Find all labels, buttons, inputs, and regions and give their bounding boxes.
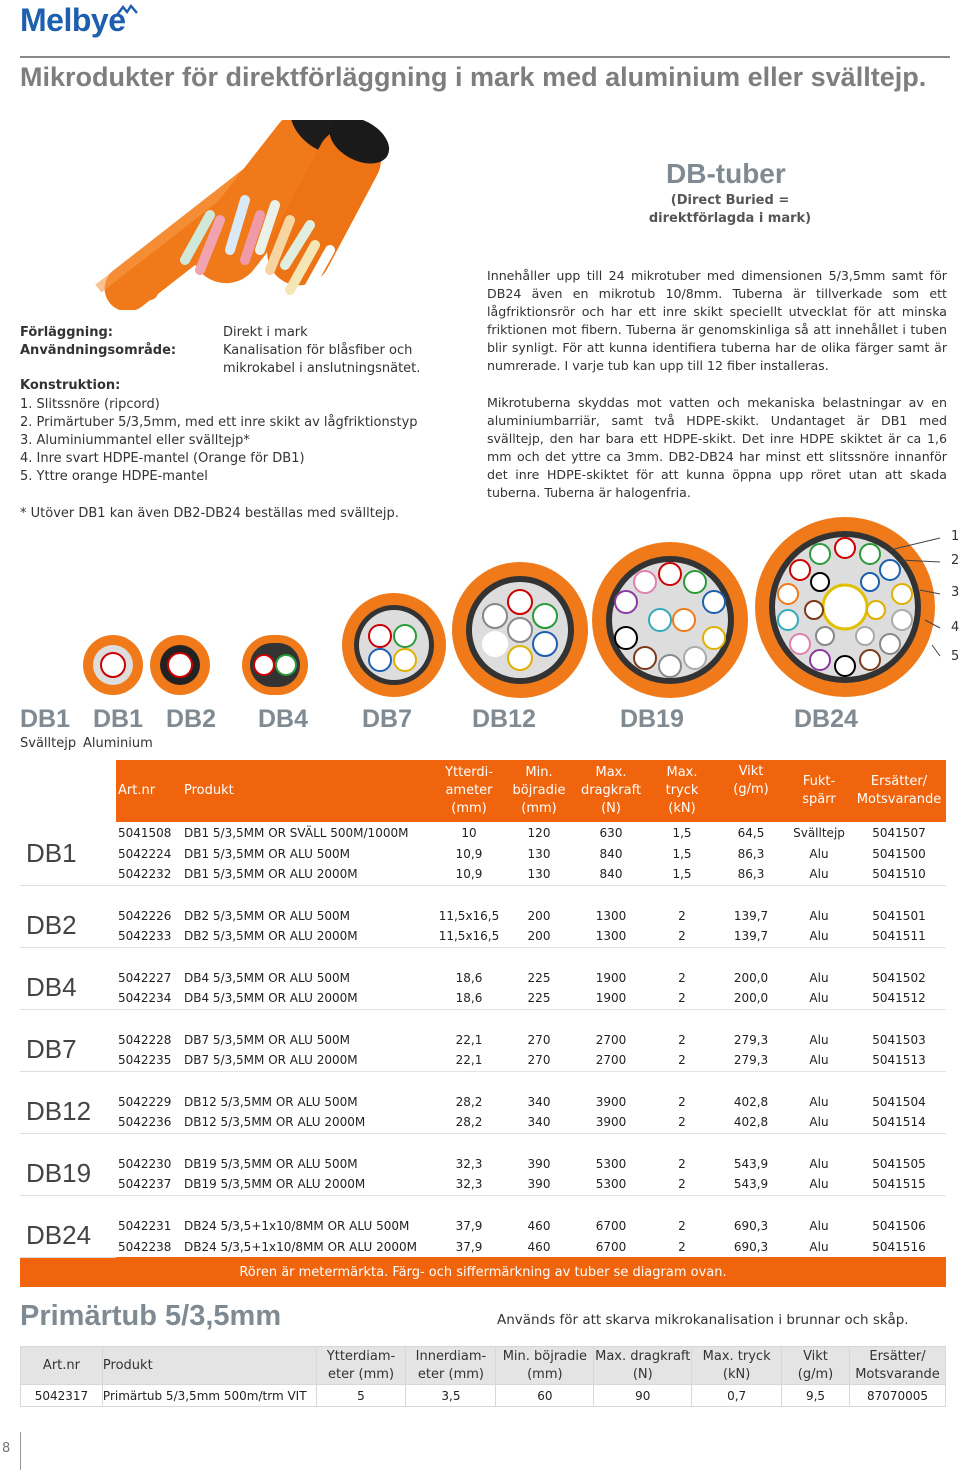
group-spacer-cell <box>20 1133 946 1153</box>
cell-min-bojradie: 200 <box>527 908 551 923</box>
table-row <box>20 967 946 988</box>
cell-max-dragkraft: 6700 <box>595 1239 627 1254</box>
db-sub-label: Svälltejp <box>20 736 77 751</box>
db-type-label: DB12 <box>472 705 536 733</box>
header-max-tryck: Max. <box>666 765 698 780</box>
header-ytterdiameter: ameter <box>445 783 493 798</box>
cell-fuktsparr: Svälltejp <box>793 825 845 840</box>
header-vikt: (g/m) <box>733 782 769 797</box>
cell-max-tryck: 2 <box>678 1032 686 1047</box>
group-label: DB12 <box>20 1091 116 1133</box>
cell-ytterdiameter: 5 <box>316 1385 406 1407</box>
cell-ersatter: 5041516 <box>872 1239 926 1254</box>
primartub-note: Används för att skarva mikrokanalisation i brunnar och skåp. <box>497 1312 909 1328</box>
cell-artnr: 5042237 <box>118 1177 172 1192</box>
header-ersatter: Ersätter/ <box>870 774 928 789</box>
cell-artnr: 5042226 <box>118 908 172 923</box>
header-max-dragkraft: dragkraft <box>580 783 642 798</box>
cell-min-bojradie: 390 <box>527 1156 551 1171</box>
table-row <box>20 1112 946 1133</box>
header-divider <box>20 56 950 58</box>
cell-max-tryck: 2 <box>678 970 686 985</box>
cell-min-bojradie: 460 <box>527 1239 551 1254</box>
cell-min-bojradie: 270 <box>527 1053 551 1068</box>
cell-ersatter: 5041500 <box>872 846 926 861</box>
header-fuktsparr: spärr <box>802 792 836 807</box>
cell-vikt: 139,7 <box>733 929 769 944</box>
cell-artnr: 5042317 <box>21 1385 103 1407</box>
cell-max-tryck: 2 <box>678 1239 686 1254</box>
cell-ersatter: 5041510 <box>872 867 926 882</box>
cell-min-bojradie: 130 <box>527 846 551 861</box>
cell-ersatter: 5041505 <box>872 1156 926 1171</box>
layer-number: 2 <box>951 553 960 568</box>
cell-max-tryck: 2 <box>678 991 686 1006</box>
cell-min-bojradie: 390 <box>527 1177 551 1192</box>
cell-ytterdiameter: 10,9 <box>455 846 483 861</box>
header-min-bojradie: (mm) <box>521 801 557 816</box>
cell-vikt: 9,5 <box>782 1385 850 1407</box>
cell-max-tryck: 0,7 <box>692 1385 782 1407</box>
cell-vikt: 86,3 <box>737 846 765 861</box>
layer-number: 4 <box>951 620 960 635</box>
cell-ytterdiameter: 11,5x16,5 <box>438 929 500 944</box>
header-max-dragkraft: Max. <box>595 765 627 780</box>
table-row <box>20 988 946 1009</box>
table-row <box>21 1385 946 1407</box>
header-max-tryck: (kN) <box>722 1366 751 1382</box>
anvandning-value: mikrokabel i anslutningsnätet. <box>223 361 421 376</box>
cell-vikt: 402,8 <box>733 1094 769 1109</box>
table-footer: Rören är metermärkta. Färg- och siffermärkning av tuber se diagram ovan. <box>20 1257 946 1287</box>
cell-vikt: 86,3 <box>737 867 765 882</box>
product-photo <box>60 120 390 310</box>
cell-max-tryck: 2 <box>678 1094 686 1109</box>
table-row <box>20 1029 946 1050</box>
cell-artnr: 5042224 <box>118 846 172 861</box>
cell-min-bojradie: 200 <box>527 929 551 944</box>
header-produkt: Produkt <box>102 1357 153 1373</box>
konstruktion-label: Konstruktion: <box>20 378 121 393</box>
cell-max-tryck: 2 <box>678 1218 686 1233</box>
db-section-title: DB-tuber <box>666 158 786 189</box>
cell-min-bojradie: 130 <box>527 867 551 882</box>
group-spacer <box>20 947 946 967</box>
forlaggning-label: Förläggning: <box>20 325 114 340</box>
cell-ersatter: 5041503 <box>872 1032 926 1047</box>
cell-vikt: 139,7 <box>733 908 769 923</box>
group-label: DB1 <box>20 822 116 885</box>
cell-ersatter: 5041506 <box>872 1218 926 1233</box>
konstruktion-item: 1. Slitssnöre (ripcord) <box>20 397 160 412</box>
db-type-label: DB1 <box>93 705 144 733</box>
header-vikt: (g/m) <box>797 1366 834 1382</box>
primartub-table <box>20 1346 946 1407</box>
cell-fuktsparr: Alu <box>809 929 829 944</box>
page-number: 8 <box>2 1441 11 1456</box>
table-row <box>20 1091 946 1112</box>
cell-min-bojradie: 340 <box>527 1094 551 1109</box>
cell-produkt: DB1 5/3,5MM OR SVÄLL 500M/1000M <box>184 825 409 840</box>
cell-artnr: 5042229 <box>118 1094 172 1109</box>
cell-max-dragkraft: 630 <box>599 825 623 840</box>
group-spacer <box>20 1133 946 1153</box>
cell-ersatter: 5041512 <box>872 991 926 1006</box>
cell-produkt: DB4 5/3,5MM OR ALU 2000M <box>184 991 358 1006</box>
page-headline: Mikrodukter för direktförläggning i mark med aluminium eller svälltejp. <box>20 62 927 92</box>
cell-ersatter: 5041504 <box>872 1094 926 1109</box>
cell-innerdiameter: 3,5 <box>406 1385 496 1407</box>
cell-artnr: 5042234 <box>118 991 172 1006</box>
db-section-subtitle: (Direct Buried = <box>670 193 790 208</box>
cell-fuktsparr: Alu <box>809 1053 829 1068</box>
cell-max-dragkraft: 840 <box>599 846 623 861</box>
cell-produkt: DB1 5/3,5MM OR ALU 2000M <box>184 867 358 882</box>
logo-wave-icon <box>116 4 138 16</box>
cell-vikt: 543,9 <box>733 1156 769 1171</box>
header-ytterdiameter: (mm) <box>451 801 487 816</box>
group-label: DB19 <box>20 1153 116 1195</box>
cell-ersatter: 5041513 <box>872 1053 926 1068</box>
cell-fuktsparr: Alu <box>809 1177 829 1192</box>
brand-logo: Melbye <box>20 2 126 38</box>
cell-ersatter: 5041514 <box>872 1115 926 1130</box>
cell-fuktsparr: Alu <box>809 908 829 923</box>
cell-ytterdiameter: 10 <box>461 825 477 840</box>
cell-fuktsparr: Alu <box>809 991 829 1006</box>
cell-vikt: 543,9 <box>733 1177 769 1192</box>
db-type-label: DB7 <box>362 705 413 733</box>
cell-max-dragkraft: 5300 <box>595 1177 627 1192</box>
db-type-labels <box>20 705 950 751</box>
cell-ersatter: 87070005 <box>849 1385 945 1407</box>
table-header-row <box>20 760 946 822</box>
primartub-header-row <box>21 1347 946 1385</box>
table-body <box>20 822 946 1257</box>
table-row <box>20 822 946 843</box>
anvandning-label: Användningsområde: <box>20 343 177 358</box>
header-vikt: Vikt <box>803 1348 828 1364</box>
group-label: DB4 <box>20 967 116 1009</box>
cell-produkt: DB24 5/3,5+1x10/8MM OR ALU 500M <box>184 1218 410 1233</box>
cell-max-dragkraft: 840 <box>599 867 623 882</box>
cell-artnr: 5042228 <box>118 1032 172 1047</box>
cell-produkt: DB24 5/3,5+1x10/8MM OR ALU 2000M <box>184 1239 417 1254</box>
cell-produkt: DB1 5/3,5MM OR ALU 500M <box>184 846 350 861</box>
cell-artnr: 5042232 <box>118 867 172 882</box>
cell-fuktsparr: Alu <box>809 970 829 985</box>
cell-max-tryck: 2 <box>678 908 686 923</box>
header-min-bojradie: (mm) <box>527 1366 563 1382</box>
cell-ytterdiameter: 10,9 <box>455 867 483 882</box>
header-max-dragkraft: (N) <box>601 801 621 816</box>
db-sub-label: Aluminium <box>83 736 153 751</box>
cell-fuktsparr: Alu <box>809 846 829 861</box>
cell-max-dragkraft: 2700 <box>595 1032 627 1047</box>
group-label: DB2 <box>20 905 116 947</box>
anvandning-value: Kanalisation för blåsfiber och <box>223 343 413 358</box>
cell-min-bojradie: 460 <box>527 1218 551 1233</box>
layer-number: 3 <box>951 585 960 600</box>
primartub-title: Primärtub 5/3,5mm <box>20 1300 282 1332</box>
cell-ytterdiameter: 11,5x16,5 <box>438 908 500 923</box>
db-section-subtitle: direktförlagda i mark) <box>648 211 812 226</box>
cell-vikt: 690,3 <box>733 1239 769 1254</box>
cell-min-bojradie: 225 <box>527 991 551 1006</box>
page-number-divider <box>20 1432 21 1470</box>
cell-artnr: 5042227 <box>118 970 172 985</box>
layer-number: 5 <box>951 649 960 664</box>
cell-max-dragkraft: 1900 <box>595 970 627 985</box>
cell-ersatter: 5041507 <box>872 825 926 840</box>
cell-max-dragkraft: 5300 <box>595 1156 627 1171</box>
group-spacer-cell <box>20 1009 946 1029</box>
cell-min-bojradie: 60 <box>496 1385 594 1407</box>
cell-artnr: 5042230 <box>118 1156 172 1171</box>
cell-max-tryck: 2 <box>678 929 686 944</box>
cell-ytterdiameter: 32,3 <box>455 1156 483 1171</box>
db-product-table <box>20 760 946 1287</box>
cell-max-tryck: 1,5 <box>672 846 692 861</box>
header-produkt: Produkt <box>184 783 234 798</box>
cell-ersatter: 5041515 <box>872 1177 926 1192</box>
header-ersatter: Motsvarande <box>856 792 942 807</box>
table-row <box>20 1153 946 1174</box>
cell-ytterdiameter: 37,9 <box>455 1239 483 1254</box>
cell-produkt: DB7 5/3,5MM OR ALU 500M <box>184 1032 350 1047</box>
header-ytterdiameter: Ytterdi- <box>445 765 493 780</box>
cell-vikt: 200,0 <box>733 970 769 985</box>
cell-max-tryck: 2 <box>678 1156 686 1171</box>
cell-artnr: 5042233 <box>118 929 172 944</box>
header-max-tryck: (kN) <box>668 801 696 816</box>
cell-produkt: DB7 5/3,5MM OR ALU 2000M <box>184 1053 358 1068</box>
cell-ersatter: 5041501 <box>872 908 926 923</box>
cell-vikt: 64,5 <box>737 825 765 840</box>
cell-fuktsparr: Alu <box>809 1032 829 1047</box>
cell-min-bojradie: 120 <box>527 825 551 840</box>
konstruktion-item: 3. Aluminiummantel eller svälltejp* <box>20 433 250 448</box>
cell-min-bojradie: 225 <box>527 970 551 985</box>
cell-vikt: 200,0 <box>733 991 769 1006</box>
cell-ytterdiameter: 18,6 <box>455 991 483 1006</box>
cell-ytterdiameter: 37,9 <box>455 1218 483 1233</box>
group-label: DB7 <box>20 1029 116 1071</box>
header-artnr: Art.nr <box>42 1357 80 1373</box>
layer-number: 1 <box>951 529 960 544</box>
cell-fuktsparr: Alu <box>809 1218 829 1233</box>
cell-max-tryck: 2 <box>678 1177 686 1192</box>
cell-ytterdiameter: 28,2 <box>455 1115 483 1130</box>
cell-ytterdiameter: 18,6 <box>455 970 483 985</box>
footnote: * Utöver DB1 kan även DB2-DB24 beställas med svälltejp. <box>20 506 399 521</box>
description-paragraph: Innehåller upp till 24 mikrotuber med dimensionen 5/3,5mm samt för DB24 även en mikrotub 10/8mm. Tuberna är tillverkade som ett lågfriktionsrör och har ett inre skikt speciellt utvecklat för att minska friktionen mot fibern. Tuberna är genomskinliga så att innehållet i tuben blir synligt. För att kunna identifiera tuberna har de olika färger samt är numrerade. I varje tub kan upp till 12 fiber installeras. <box>487 268 947 373</box>
cell-produkt: DB19 5/3,5MM OR ALU 2000M <box>184 1177 366 1192</box>
cell-artnr: 5042235 <box>118 1053 172 1068</box>
cell-vikt: 402,8 <box>733 1115 769 1130</box>
db-type-label: DB2 <box>166 705 217 733</box>
group-spacer-cell <box>20 1071 946 1091</box>
cell-max-dragkraft: 2700 <box>595 1053 627 1068</box>
header-ersatter: Motsvarande <box>855 1366 940 1382</box>
cell-vikt: 279,3 <box>733 1053 769 1068</box>
cell-max-dragkraft: 1300 <box>595 929 627 944</box>
forlaggning-value: Direkt i mark <box>223 325 308 340</box>
cell-vikt: 690,3 <box>733 1218 769 1233</box>
konstruktion-item: 5. Yttre orange HDPE-mantel <box>20 469 208 484</box>
header-max-dragkraft: Max. dragkraft <box>595 1348 691 1364</box>
header-min-bojradie: Min. böjradie <box>502 1348 588 1364</box>
header-ytterdiameter: eter (mm) <box>327 1366 395 1382</box>
cell-max-tryck: 2 <box>678 1053 686 1068</box>
group-spacer <box>20 1009 946 1029</box>
group-label: DB24 <box>20 1215 116 1257</box>
group-spacer <box>20 885 946 905</box>
cell-max-dragkraft: 90 <box>594 1385 692 1407</box>
group-spacer-cell <box>20 1195 946 1215</box>
cell-fuktsparr: Alu <box>809 1239 829 1254</box>
cell-fuktsparr: Alu <box>809 1156 829 1171</box>
cell-fuktsparr: Alu <box>809 1115 829 1130</box>
cell-max-tryck: 1,5 <box>672 825 692 840</box>
cell-fuktsparr: Alu <box>809 867 829 882</box>
cell-artnr: 5042231 <box>118 1218 172 1233</box>
cell-max-dragkraft: 3900 <box>595 1115 627 1130</box>
cell-produkt: Primärtub 5/3,5mm 500m/trm VIT <box>102 1385 316 1407</box>
table-row <box>20 905 946 926</box>
konstruktion-item: 2. Primärtuber 5/3,5mm, med ett inre skikt av lågfriktionstyp <box>20 415 418 430</box>
db-type-label: DB24 <box>794 705 858 733</box>
cell-ytterdiameter: 22,1 <box>455 1032 483 1047</box>
group-spacer <box>20 1071 946 1091</box>
header-min-bojradie: Min. <box>525 765 553 780</box>
cell-fuktsparr: Alu <box>809 1094 829 1109</box>
cell-ersatter: 5041502 <box>872 970 926 985</box>
cell-produkt: DB12 5/3,5MM OR ALU 500M <box>184 1094 358 1109</box>
header-fuktsparr: Fukt- <box>802 774 836 789</box>
table-row <box>20 926 946 947</box>
table-row <box>20 1215 946 1236</box>
cell-max-dragkraft: 3900 <box>595 1094 627 1109</box>
header-artnr: Art.nr <box>118 783 156 798</box>
group-spacer <box>20 1195 946 1215</box>
cell-ytterdiameter: 32,3 <box>455 1177 483 1192</box>
group-spacer-cell <box>20 885 946 905</box>
cell-ytterdiameter: 28,2 <box>455 1094 483 1109</box>
db-type-label: DB4 <box>258 705 309 733</box>
cross-section-diagram <box>20 510 948 705</box>
cell-ytterdiameter: 22,1 <box>455 1053 483 1068</box>
cell-max-dragkraft: 1300 <box>595 908 627 923</box>
header-innerdiameter: Innerdiam- <box>415 1348 487 1364</box>
cell-produkt: DB19 5/3,5MM OR ALU 500M <box>184 1156 358 1171</box>
cell-max-tryck: 2 <box>678 1115 686 1130</box>
cell-max-dragkraft: 1900 <box>595 991 627 1006</box>
table-row <box>20 1050 946 1071</box>
header-innerdiameter: eter (mm) <box>417 1366 484 1382</box>
header-max-tryck: Max. tryck <box>702 1348 771 1364</box>
table-row <box>20 843 946 864</box>
cell-produkt: DB2 5/3,5MM OR ALU 2000M <box>184 929 358 944</box>
db-type-label: DB19 <box>620 705 684 733</box>
cell-artnr: 5042236 <box>118 1115 172 1130</box>
header-vikt: Vikt <box>738 764 764 779</box>
cell-min-bojradie: 340 <box>527 1115 551 1130</box>
cell-artnr: 5041508 <box>118 825 172 840</box>
header-max-dragkraft: (N) <box>632 1366 653 1382</box>
cell-max-dragkraft: 6700 <box>595 1218 627 1233</box>
cell-artnr: 5042238 <box>118 1239 172 1254</box>
konstruktion-item: 4. Inre svart HDPE-mantel (Orange för DB1) <box>20 451 305 466</box>
table-row <box>20 1174 946 1195</box>
header-max-tryck: tryck <box>665 783 699 798</box>
cell-min-bojradie: 270 <box>527 1032 551 1047</box>
group-spacer-cell <box>20 947 946 967</box>
cell-vikt: 279,3 <box>733 1032 769 1047</box>
header-ersatter: Ersätter/ <box>869 1348 926 1364</box>
cell-produkt: DB12 5/3,5MM OR ALU 2000M <box>184 1115 366 1130</box>
cell-produkt: DB4 5/3,5MM OR ALU 500M <box>184 970 350 985</box>
cell-ersatter: 5041511 <box>872 929 926 944</box>
description-paragraph: Mikrotuberna skyddas mot vatten och mekaniska belastningar av en aluminiumbarriär, samt två HDPE-skikt. Undantaget är DB1 med svälltejp, den har bara ett HDPE-skikt. Det inre HDPE skiktet är ca 1,6 mm och det yttre ca 3mm. DB2-DB24 har minst ett slitssnöre innanför det inre HDPE-skiktet för att kunna öppna upp röret utan att skada tuberna. Tuberna är halogenfria. <box>487 395 947 500</box>
header-ytterdiameter: Ytterdiam- <box>326 1348 396 1364</box>
cell-produkt: DB2 5/3,5MM OR ALU 500M <box>184 908 350 923</box>
cell-max-tryck: 1,5 <box>672 867 692 882</box>
table-row <box>20 1236 946 1257</box>
db-type-label: DB1 <box>20 705 71 733</box>
table-row <box>20 864 946 885</box>
table-footer-row <box>20 1257 946 1287</box>
header-min-bojradie: böjradie <box>512 783 566 798</box>
